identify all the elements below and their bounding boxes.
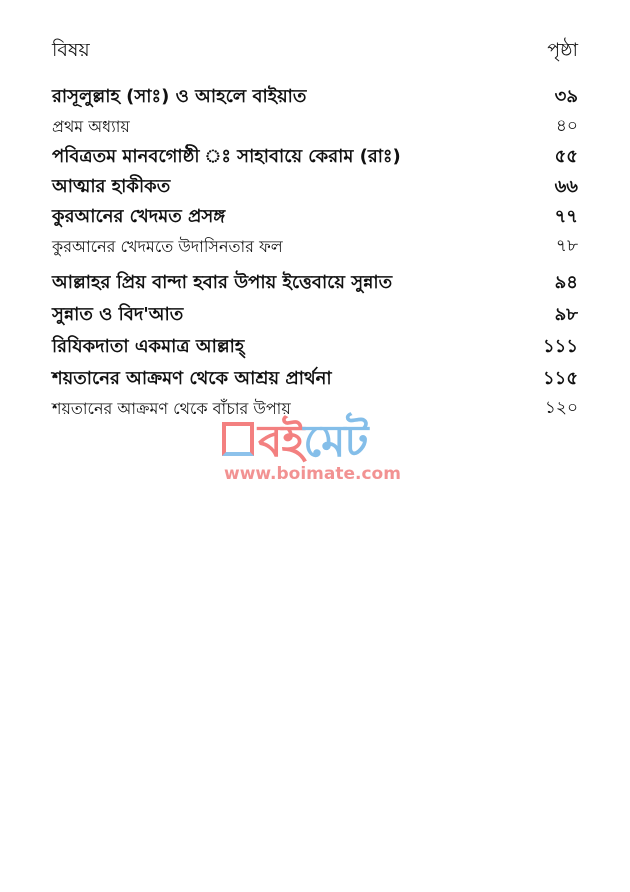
toc-entry-page: ৪০ [555, 116, 578, 136]
toc-entry [52, 202, 578, 232]
toc-entry-page: ১১৫ [542, 367, 578, 389]
toc-entry-page: ১২০ [544, 398, 578, 418]
toc-entry-title: শয়তানের আক্রমণ থেকে আশ্রয় প্রার্থনা [52, 367, 332, 389]
toc-entry-title: রাসূলুল্লাহ (সাঃ) ও আহলে বাইয়াত [52, 85, 307, 107]
toc-entry-title: কুরআনের খেদমত প্রসঙ্গ [52, 205, 226, 227]
toc-entry [52, 232, 578, 262]
toc-entry-title: কুরআনের খেদমতে উদাসিনতার ফল [52, 236, 283, 256]
toc-entry-page: ৯৪ [554, 271, 578, 293]
toc-entry-page: ৩৯ [554, 85, 578, 107]
toc-entry-page: ৭৮ [555, 236, 578, 256]
toc-entry [52, 332, 578, 362]
subject-column-header: বিষয় [52, 39, 90, 61]
toc-entry-title: সুন্নাত ও বিদ'আত [52, 303, 184, 325]
toc-entry [52, 172, 578, 202]
toc-entry [52, 364, 578, 394]
book-icon [222, 422, 254, 456]
toc-entry [52, 82, 578, 112]
toc-entry-page: ৫৫ [554, 145, 578, 167]
toc-entry-title: আত্মার হাকীকত [52, 175, 171, 197]
toc-entry-title: প্রথম অধ্যায় [52, 116, 130, 136]
toc-entry-page: ৬৬ [554, 175, 578, 197]
toc-entry-page: ১১১ [542, 335, 578, 357]
toc-entry [52, 268, 578, 298]
toc-entry-title: শয়তানের আক্রমণ থেকে বাঁচার উপায় [52, 398, 291, 418]
toc-entry-title: রিযিকদাতা একমাত্র আল্লাহ্ [52, 335, 245, 357]
toc-entry-page: ৭৭ [554, 205, 578, 227]
toc-entry-page: ৯৮ [554, 303, 578, 325]
page-column-header: পৃষ্ঠা [547, 39, 578, 61]
toc-entry [52, 112, 578, 142]
toc-entry-title: আল্লাহর প্রিয় বান্দা হবার উপায় ইত্তেবায়ে সুন্নাত [52, 271, 393, 293]
toc-entry [52, 300, 578, 330]
watermark-url: www.boimate.com [224, 464, 401, 484]
watermark-logo-text: বইমেট [258, 416, 368, 467]
boimate-watermark [222, 412, 408, 492]
toc-entry-title: পবিত্রতম মানবগোষ্ঠী ঃ সাহাবায়ে কেরাম (রাঃ) [52, 145, 401, 167]
toc-entry [52, 142, 578, 172]
